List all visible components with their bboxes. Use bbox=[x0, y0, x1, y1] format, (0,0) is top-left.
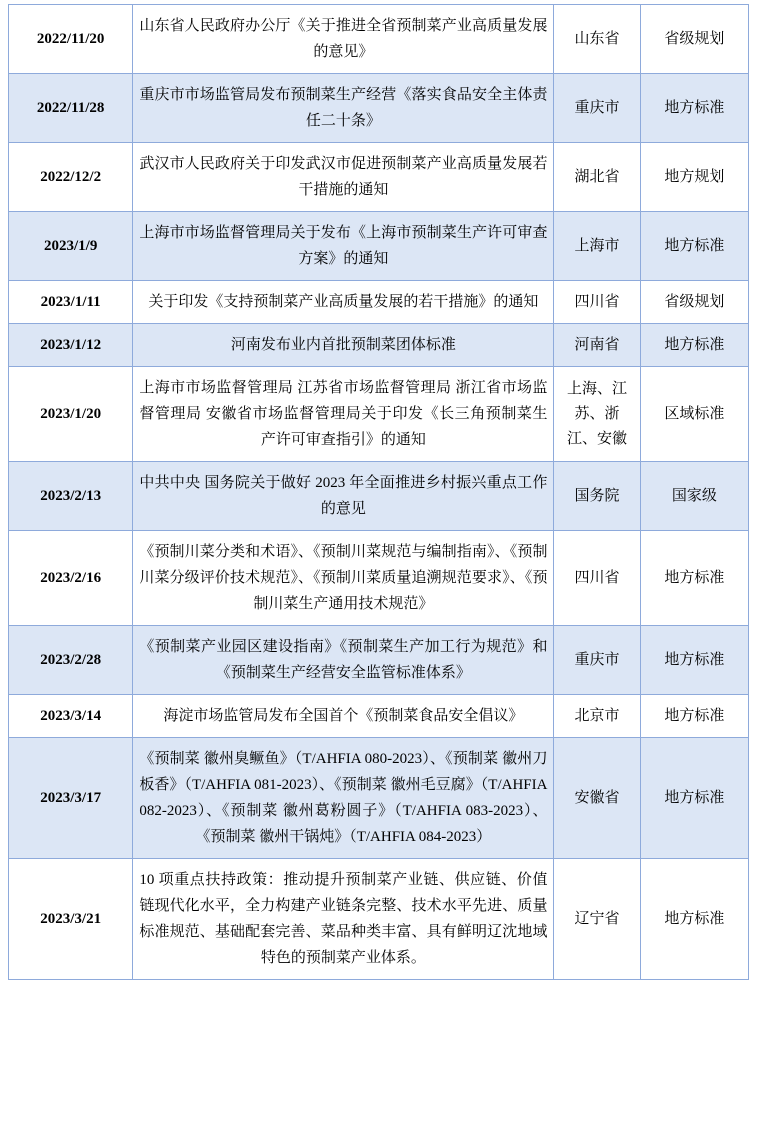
region-text: 重庆市 bbox=[574, 99, 620, 116]
cell-region bbox=[554, 462, 640, 531]
cell-type bbox=[640, 5, 748, 74]
table-row bbox=[9, 74, 749, 143]
title-text: 《预制菜 徽州臭鳜鱼》（T/AHFIA 080-2023）、《预制菜 徽州刀板香》（T/AHFIA 081-2023）、《预制菜 徽州毛豆腐》（T/AHFIA 082-2023）、《预制菜 徽州葛粉圆子》（T/AHFIA 083-2023）、《预制菜 徽州干锅炖》（T/AHFIA 084-2023） bbox=[139, 751, 548, 845]
cell-title bbox=[133, 367, 554, 462]
cell-date bbox=[9, 859, 133, 980]
table-row bbox=[9, 212, 749, 281]
date-text: 2023/1/20 bbox=[40, 406, 102, 422]
cell-type bbox=[640, 281, 748, 324]
region-text: 四川省 bbox=[574, 569, 620, 586]
policy-table-body bbox=[9, 5, 749, 980]
region-text: 上海市 bbox=[574, 237, 620, 254]
cell-title bbox=[133, 212, 554, 281]
cell-title bbox=[133, 531, 554, 626]
cell-date bbox=[9, 367, 133, 462]
cell-title bbox=[133, 281, 554, 324]
cell-date bbox=[9, 462, 133, 531]
cell-region bbox=[554, 281, 640, 324]
type-text: 区域标准 bbox=[664, 406, 725, 422]
title-text: 10 项重点扶持政策：推动提升预制菜产业链、供应链、价值链现代化水平，全力构建产业链条完整、技术水平先进、质量标准规范、基础配套完善、菜品种类丰富、具有鲜明辽沈地域特色的预制菜产业体系。 bbox=[139, 872, 548, 966]
title-text: 上海市市场监督管理局 江苏省市场监督管理局 浙江省市场监督管理局 安徽省市场监督管理局关于印发《长三角预制菜生产许可审查指引》的通知 bbox=[139, 380, 548, 448]
region-text: 四川省 bbox=[574, 293, 620, 310]
date-text: 2023/1/12 bbox=[40, 337, 102, 353]
type-text: 地方标准 bbox=[664, 570, 725, 586]
region-text: 上海、江苏、浙江、安徽 bbox=[567, 380, 628, 447]
cell-date bbox=[9, 212, 133, 281]
cell-date bbox=[9, 74, 133, 143]
type-text: 地方标准 bbox=[664, 911, 725, 927]
cell-title bbox=[133, 462, 554, 531]
cell-date bbox=[9, 695, 133, 738]
date-text: 2023/1/9 bbox=[43, 238, 98, 254]
cell-date bbox=[9, 281, 133, 324]
table-row bbox=[9, 462, 749, 531]
cell-region bbox=[554, 531, 640, 626]
title-text: 山东省人民政府办公厅《关于推进全省预制菜产业高质量发展的意见》 bbox=[139, 18, 548, 60]
date-text: 2022/11/28 bbox=[36, 100, 105, 116]
type-text: 地方标准 bbox=[664, 652, 725, 668]
cell-title bbox=[133, 74, 554, 143]
cell-date bbox=[9, 626, 133, 695]
region-text: 北京市 bbox=[574, 707, 620, 724]
table-row bbox=[9, 531, 749, 626]
cell-region bbox=[554, 5, 640, 74]
table-row bbox=[9, 324, 749, 367]
cell-date bbox=[9, 324, 133, 367]
title-text: 上海市市场监督管理局关于发布《上海市预制菜生产许可审查方案》的通知 bbox=[139, 225, 548, 267]
type-text: 地方规划 bbox=[664, 169, 725, 185]
cell-title bbox=[133, 695, 554, 738]
type-text: 地方标准 bbox=[664, 100, 725, 116]
table-row bbox=[9, 859, 749, 980]
cell-title bbox=[133, 738, 554, 859]
region-text: 安徽省 bbox=[574, 789, 620, 806]
cell-type bbox=[640, 143, 748, 212]
cell-type bbox=[640, 626, 748, 695]
date-text: 2023/2/13 bbox=[40, 488, 102, 504]
title-text: 河南发布业内首批预制菜团体标准 bbox=[230, 337, 456, 353]
date-text: 2023/1/11 bbox=[40, 294, 101, 310]
region-text: 山东省 bbox=[574, 30, 620, 47]
date-text: 2023/3/21 bbox=[40, 911, 102, 927]
cell-type bbox=[640, 859, 748, 980]
policy-table bbox=[8, 4, 749, 980]
title-text: 重庆市市场监管局发布预制菜生产经营《落实食品安全主体责任二十条》 bbox=[139, 87, 548, 129]
type-text: 地方标准 bbox=[664, 337, 725, 353]
cell-type bbox=[640, 531, 748, 626]
cell-region bbox=[554, 74, 640, 143]
cell-type bbox=[640, 695, 748, 738]
title-text: 《预制菜产业园区建设指南》《预制菜生产加工行为规范》和《预制菜生产经营安全监管标准体系》 bbox=[139, 639, 548, 681]
cell-title bbox=[133, 324, 554, 367]
table-row bbox=[9, 143, 749, 212]
title-text: 海淀市场监管局发布全国首个《预制菜食品安全倡议》 bbox=[163, 708, 524, 724]
cell-region bbox=[554, 859, 640, 980]
cell-date bbox=[9, 531, 133, 626]
type-text: 地方标准 bbox=[664, 238, 725, 254]
region-text: 河南省 bbox=[574, 336, 620, 353]
cell-region bbox=[554, 212, 640, 281]
table-row bbox=[9, 367, 749, 462]
type-text: 省级规划 bbox=[664, 294, 725, 310]
title-text: 武汉市人民政府关于印发武汉市促进预制菜产业高质量发展若干措施的通知 bbox=[139, 156, 548, 198]
title-text: 中共中央 国务院关于做好 2023 年全面推进乡村振兴重点工作的意见 bbox=[139, 475, 548, 517]
region-text: 国务院 bbox=[574, 487, 620, 504]
title-text: 关于印发《支持预制菜产业高质量发展的若干措施》的通知 bbox=[148, 294, 539, 310]
cell-title bbox=[133, 143, 554, 212]
cell-type bbox=[640, 212, 748, 281]
type-text: 地方标准 bbox=[664, 708, 725, 724]
cell-date bbox=[9, 143, 133, 212]
region-text: 重庆市 bbox=[574, 651, 620, 668]
date-text: 2023/3/14 bbox=[40, 708, 102, 724]
cell-title bbox=[133, 859, 554, 980]
cell-region bbox=[554, 324, 640, 367]
date-text: 2022/12/2 bbox=[40, 169, 102, 185]
document-page bbox=[0, 4, 757, 980]
date-text: 2022/11/20 bbox=[36, 31, 105, 47]
cell-title bbox=[133, 5, 554, 74]
date-text: 2023/2/16 bbox=[40, 570, 102, 586]
table-row bbox=[9, 695, 749, 738]
table-row bbox=[9, 738, 749, 859]
table-row bbox=[9, 5, 749, 74]
cell-date bbox=[9, 738, 133, 859]
region-text: 湖北省 bbox=[574, 168, 620, 185]
type-text: 国家级 bbox=[671, 488, 717, 504]
cell-type bbox=[640, 367, 748, 462]
type-text: 地方标准 bbox=[664, 790, 725, 806]
cell-type bbox=[640, 74, 748, 143]
title-text: 《预制川菜分类和术语》、《预制川菜规范与编制指南》、《预制川菜分级评价技术规范》、《预制川菜质量追溯规范要求》、《预制川菜生产通用技术规范》 bbox=[139, 544, 548, 612]
cell-region bbox=[554, 626, 640, 695]
table-row bbox=[9, 281, 749, 324]
date-text: 2023/2/28 bbox=[40, 652, 102, 668]
type-text: 省级规划 bbox=[664, 31, 725, 47]
cell-type bbox=[640, 462, 748, 531]
date-text: 2023/3/17 bbox=[40, 790, 102, 806]
region-text: 辽宁省 bbox=[574, 910, 620, 927]
cell-region bbox=[554, 367, 640, 462]
cell-type bbox=[640, 738, 748, 859]
cell-region bbox=[554, 143, 640, 212]
cell-region bbox=[554, 738, 640, 859]
cell-type bbox=[640, 324, 748, 367]
cell-title bbox=[133, 626, 554, 695]
cell-region bbox=[554, 695, 640, 738]
table-row bbox=[9, 626, 749, 695]
cell-date bbox=[9, 5, 133, 74]
